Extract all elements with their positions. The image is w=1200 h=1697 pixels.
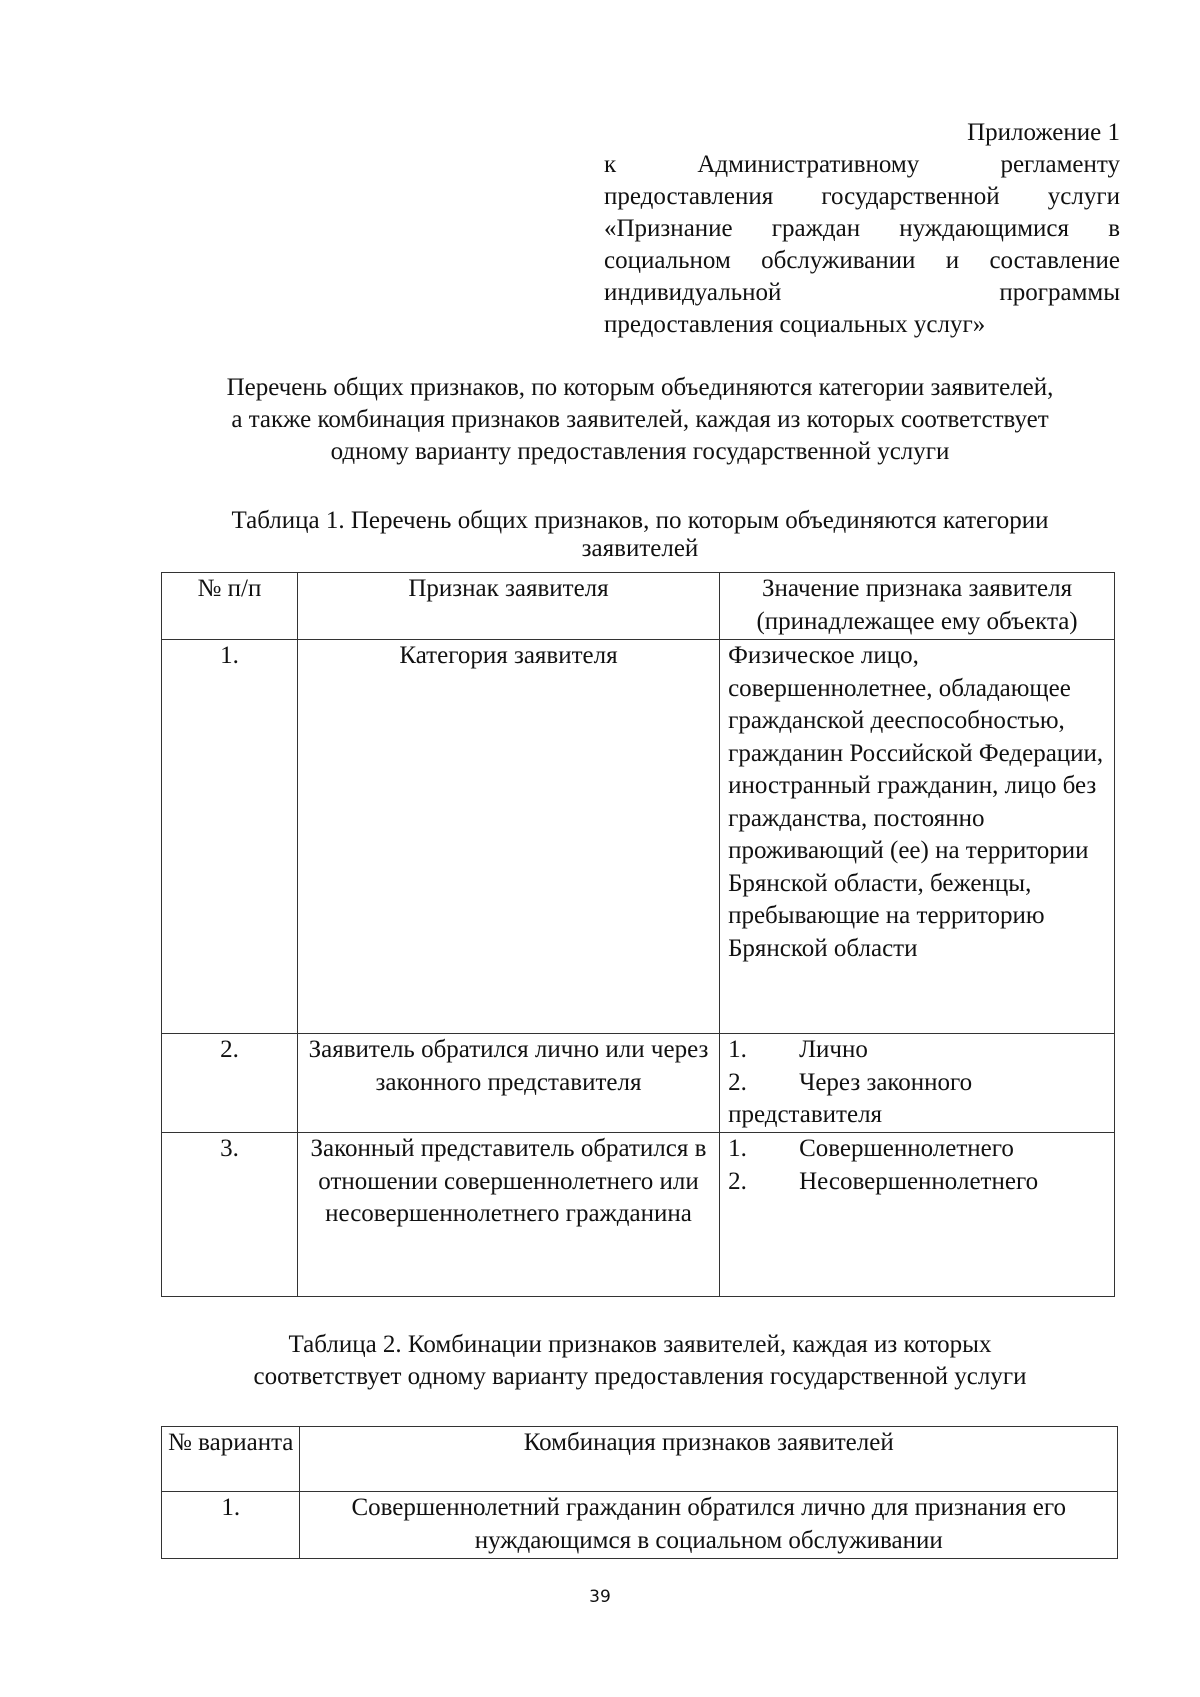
option-number: 1. — [728, 1135, 747, 1162]
option-item — [728, 1166, 1106, 1199]
option-text: Несовершеннолетнего — [799, 1167, 1039, 1195]
table-row — [162, 1492, 1118, 1559]
row-number: 1. — [162, 640, 298, 1034]
value-cell — [720, 1133, 1115, 1297]
table2-caption-line: соответствует одному варианту предоставления государственной услуги — [253, 1363, 1027, 1390]
feature-cell: Заявитель обратился лично или через законного представителя — [297, 1034, 719, 1133]
table2-caption-line: Таблица 2. Комбинации признаков заявителей, каждая из которых — [288, 1331, 992, 1358]
table2 — [161, 1426, 1118, 1559]
table2-header-row — [162, 1427, 1118, 1492]
page-number: 39 — [589, 1587, 611, 1607]
table1-header-cell: № п/п — [162, 573, 298, 640]
row-number: 2. — [162, 1034, 298, 1133]
table1-caption — [150, 507, 1130, 563]
table-row — [162, 1034, 1115, 1133]
appendix-line: «Признание граждан нуждающимися в — [604, 215, 1120, 242]
option-text: Совершеннолетнего — [799, 1135, 1014, 1162]
option-number: 1. — [728, 1036, 747, 1063]
combination-cell: Совершеннолетний гражданин обратился лично для признания его нуждающимся в социальном обслуживании — [300, 1492, 1118, 1559]
table1-header-cell: Признак заявителя — [297, 573, 719, 640]
appendix-line: предоставления государственной услуги — [604, 183, 1120, 210]
appendix-block — [604, 117, 1120, 341]
option-text: Через законного — [799, 1068, 973, 1096]
value-cell — [720, 1034, 1115, 1133]
table1-caption-line: заявителей — [581, 535, 699, 562]
feature-cell: Категория заявителя — [297, 640, 719, 1034]
option-number: 2. — [728, 1167, 747, 1195]
appendix-line: предоставления социальных услуг» — [604, 311, 986, 338]
option-text: Лично — [799, 1036, 868, 1063]
heading-line: а также комбинация признаков заявителей, каждая из которых соответствует — [231, 406, 1049, 433]
table1 — [161, 572, 1115, 1297]
option-item — [728, 1133, 1106, 1166]
table2-header-cell: № варианта — [162, 1427, 300, 1492]
row-number: 3. — [162, 1133, 298, 1297]
table2-header-cell: Комбинация признаков заявителей — [300, 1427, 1118, 1492]
option-item — [728, 1067, 1106, 1100]
heading-line: одному варианту предоставления государственной услуги — [330, 438, 950, 465]
option-item — [728, 1034, 1106, 1067]
table2-caption — [150, 1329, 1130, 1393]
variant-number: 1. — [162, 1492, 300, 1559]
feature-cell: Законный представитель обратился в отношении совершеннолетнего или несовершеннолетнего гражданина — [297, 1133, 719, 1297]
appendix-line: социальном обслуживании и составление — [604, 247, 1120, 274]
table-row — [162, 1133, 1115, 1297]
appendix-line: индивидуальной программы — [604, 279, 1120, 306]
table-row — [162, 640, 1115, 1034]
heading-line: Перечень общих признаков, по которым объединяются категории заявителей, — [226, 374, 1054, 401]
table1-header-cell: Значение признака заявителя (принадлежащее ему объекта) — [720, 573, 1115, 640]
document-heading — [150, 372, 1130, 468]
table1-header-row — [162, 573, 1115, 640]
option-number: 2. — [728, 1068, 747, 1096]
option-continuation: представителя — [728, 1101, 883, 1128]
table1-caption-line: Таблица 1. Перечень общих признаков, по которым объединяются категории — [231, 507, 1049, 534]
appendix-line: к Административному регламенту — [604, 151, 1120, 178]
appendix-title: Приложение 1 — [967, 119, 1120, 146]
value-cell: Физическое лицо, совершеннолетнее, обладающее гражданской дееспособностью, гражданин Российской Федерации, иностранный гражданин, лицо без гражданства, постоянно проживающий (ее) на территории Брянской области, беженцы, пребывающие на территорию Брянской области — [720, 640, 1115, 1034]
